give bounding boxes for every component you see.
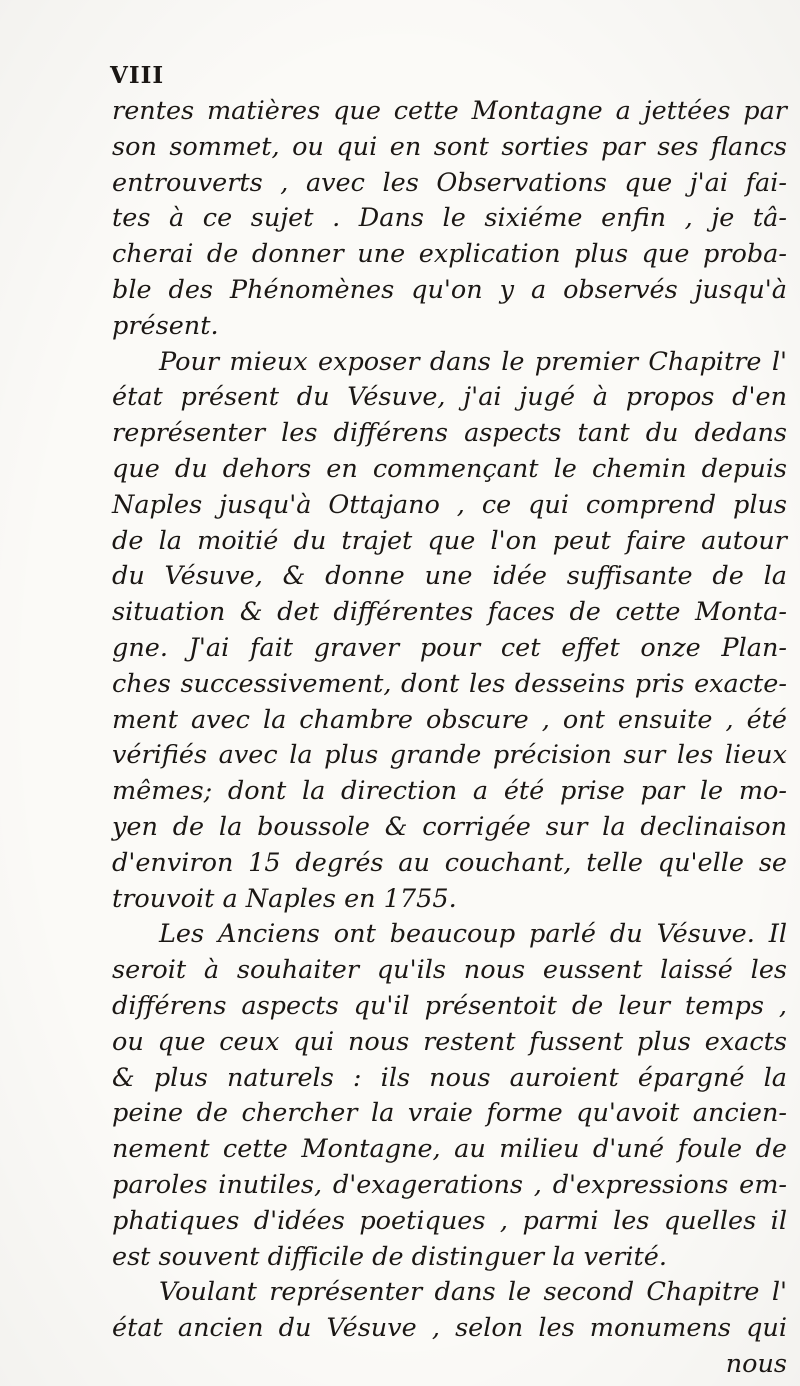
text-line: gne. J'ai fait graver pour cet effet onze Plan- bbox=[112, 632, 787, 663]
text-line: est souvent difficile de distinguer la verité. bbox=[112, 1241, 667, 1272]
text-line: entrouverts , avec les Observations que j'ai fai- bbox=[112, 167, 787, 198]
text-line: état présent du Vésuve, j'ai jugé à propos d'en bbox=[112, 382, 787, 413]
text-line: ble des Phénomènes qu'on y a observés jusqu'à bbox=[112, 274, 787, 305]
text-line: Pour mieux exposer dans le premier Chapitre l' bbox=[159, 346, 787, 377]
text-line: paroles inutiles, d'exagerations , d'expressions em- bbox=[112, 1169, 787, 1200]
text-line: phatiques d'idées poetiques , parmi les quelles il bbox=[112, 1205, 787, 1236]
text-line: représenter les différens aspects tant du dedans bbox=[112, 418, 787, 449]
text-line: Les Anciens ont beaucoup parlé du Vésuve. Il bbox=[159, 919, 787, 950]
text-line: ou que ceux qui nous restent fussent plus exacts bbox=[112, 1026, 787, 1057]
catchword: nous bbox=[725, 1348, 787, 1379]
text-line: différens aspects qu'il présentoit de leur temps , bbox=[112, 990, 787, 1021]
text-line: Naples jusqu'à Ottajano , ce qui comprend plus bbox=[112, 489, 787, 520]
text-line: & plus naturels : ils nous auroient épargné la bbox=[112, 1062, 787, 1093]
text-line: que du dehors en commençant le chemin depuis bbox=[112, 453, 787, 484]
text-line: seroit à souhaiter qu'ils nous eussent laissé les bbox=[112, 955, 787, 986]
text-line: son sommet, ou qui en sont sorties par ses flancs bbox=[112, 131, 787, 162]
text-line: vérifiés avec la plus grande précision sur les lieux bbox=[112, 740, 787, 771]
text-line: mêmes; dont la direction a été prise par le mo- bbox=[112, 776, 787, 807]
text-line: rentes matières que cette Montagne a jettées par bbox=[112, 96, 787, 126]
text-line: yen de la boussole & corrigée sur la declinaison bbox=[112, 811, 787, 842]
text-line: situation & det différentes faces de cette Monta- bbox=[112, 597, 787, 628]
text-line: Voulant représenter dans le second Chapitre l' bbox=[159, 1277, 787, 1308]
body-text bbox=[112, 94, 787, 1383]
text-line: ment avec la chambre obscure , ont ensuite , été bbox=[112, 704, 787, 735]
text-line: état ancien du Vésuve , selon les monumens qui bbox=[112, 1313, 787, 1344]
text-line: de la moitié du trajet que l'on peut faire autour bbox=[112, 525, 787, 556]
text-line: d'environ 15 degrés au couchant, telle qu'elle se bbox=[112, 847, 787, 878]
text-line: peine de chercher la vraie forme qu'avoit ancien- bbox=[112, 1098, 787, 1129]
text-line: trouvoit a Naples en 1755. bbox=[112, 883, 457, 914]
page-number: VIII bbox=[110, 62, 165, 89]
text-line: ches successivement, dont les desseins pris exacte- bbox=[112, 668, 787, 699]
text-line: du Vésuve, & donne une idée suffisante de la bbox=[112, 561, 787, 592]
text-line: tes à ce sujet . Dans le sixiéme enfin , je tâ- bbox=[112, 203, 787, 234]
text-line: nement cette Montagne, au milieu d'uné foule de bbox=[112, 1134, 787, 1165]
text-line: cherai de donner une explication plus que proba- bbox=[112, 239, 787, 270]
text-line: présent. bbox=[112, 310, 219, 341]
